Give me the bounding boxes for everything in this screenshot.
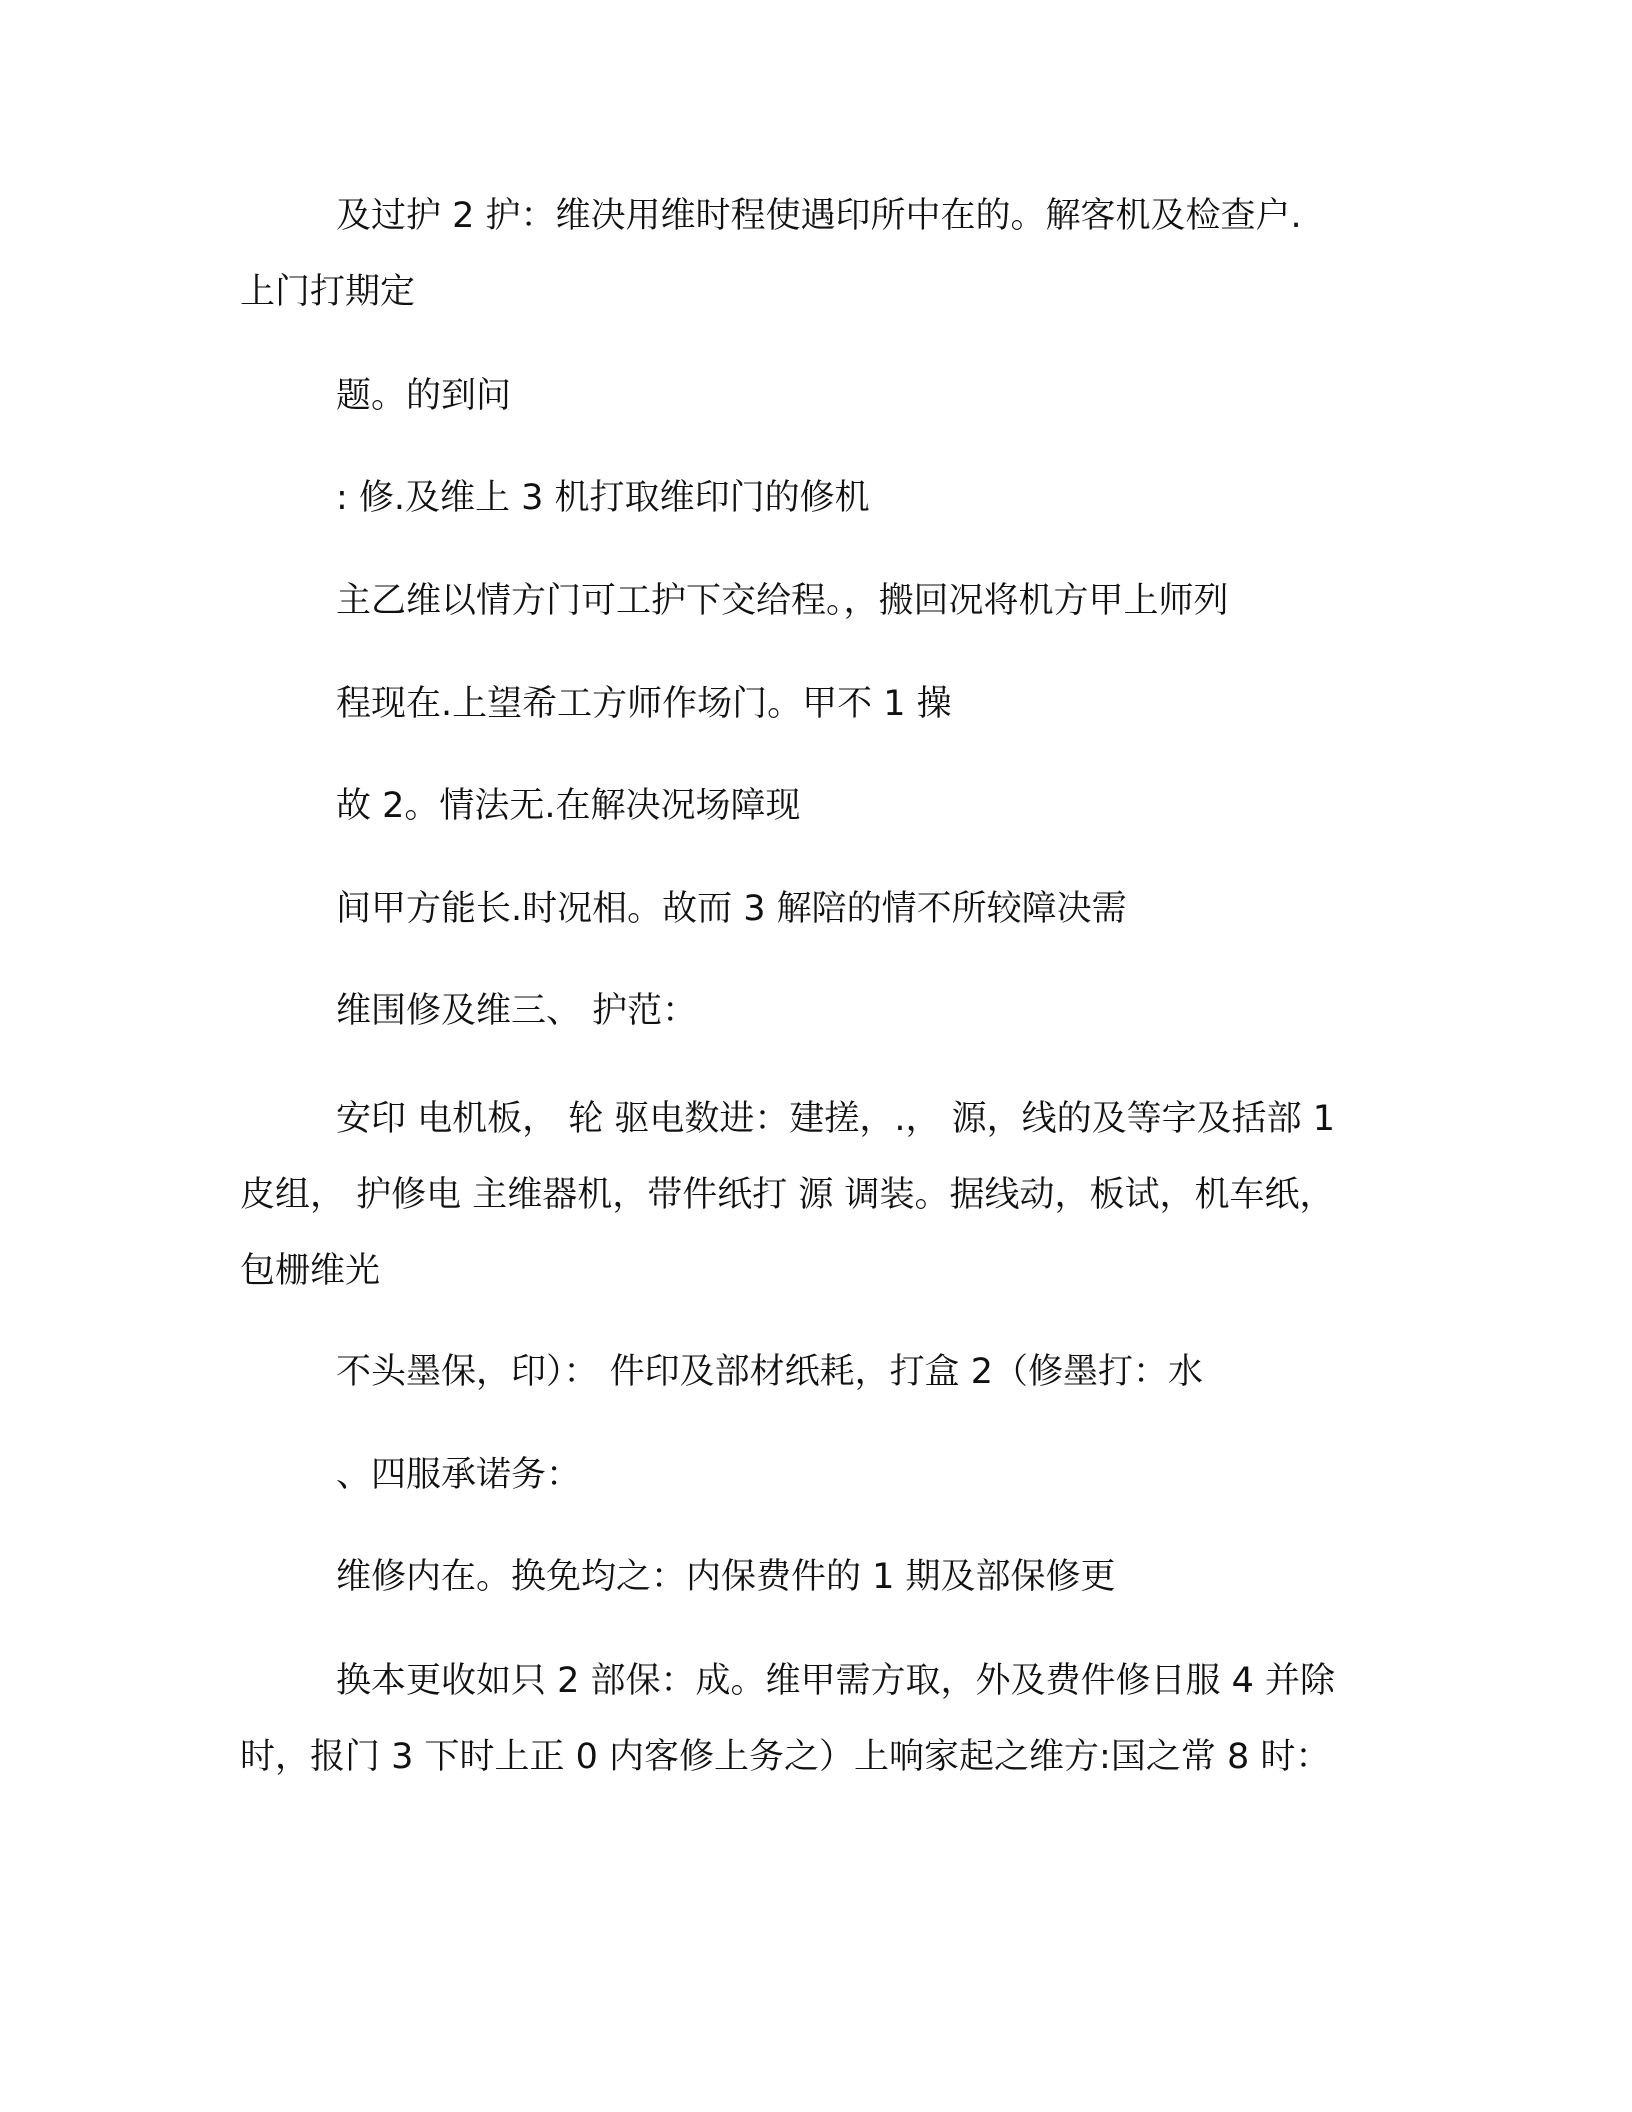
paragraph-13 xyxy=(240,1643,1420,1795)
paragraph-line: 维修内在。换免均之：内保费件的 1 期及部保修更 xyxy=(336,1557,1116,1597)
paragraph-line: 包栅维光 xyxy=(240,1251,381,1291)
paragraph-4 xyxy=(240,563,1516,639)
paragraph-line: 及过护 2 护：维决用维时程使遇印所中在的。解客机及检查户. xyxy=(336,196,1302,236)
paragraph-1 xyxy=(240,178,1420,330)
paragraph-line: 时，报门 3 下时上正 0 内客修上务之）上响家起之维方:国之常 8 时： xyxy=(240,1737,1331,1777)
paragraph-line: 、四服承诺务： xyxy=(336,1455,582,1495)
paragraph-12 xyxy=(240,1539,1516,1615)
paragraph-line: 故 2。情法无.在解决况场障现 xyxy=(336,786,801,826)
paragraph-11 xyxy=(240,1437,1516,1513)
paragraph-line: 不头墨保，印）： 件印及部材纸耗，打盒 2（修墨打：水 xyxy=(336,1352,1204,1392)
paragraph-line: 皮组， 护修电 主维器机，带件纸打 源 调装。据线动，板试，机车纸， xyxy=(240,1175,1335,1215)
paragraph-line: 程现在.上望希工方师作场门。甲不 1 操 xyxy=(336,684,952,724)
paragraph-line: 题。的到问 xyxy=(336,376,512,416)
paragraph-line: 换本更收如只 2 部保：成。维甲需方取，外及费件修日服 4 并除 xyxy=(336,1661,1336,1701)
paragraph-line: 维围修及维三、 护范： xyxy=(336,991,698,1031)
paragraph-line: 主乙维以情方门可工护下交给程。，搬回况将机方甲上师列 xyxy=(336,581,1229,621)
paragraph-8 xyxy=(240,973,1516,1049)
paragraph-2 xyxy=(240,358,1516,434)
paragraph-line: 间甲方能长.时况相。故而 3 解陪的情不所较障决需 xyxy=(336,889,1127,929)
paragraph-7 xyxy=(240,871,1516,947)
paragraph-line: 安印 电机板， 轮 驱电数进：建搓，.， 源，线的及等字及括部 1 xyxy=(336,1099,1336,1139)
paragraph-line: 上门打期定 xyxy=(240,272,416,312)
paragraph-5 xyxy=(240,666,1516,742)
paragraph-9 xyxy=(240,1081,1420,1309)
paragraph-line: : 修.及维上 3 机打取维印门的修机 xyxy=(336,478,870,518)
paragraph-3 xyxy=(240,460,1516,536)
paragraph-10 xyxy=(240,1334,1516,1410)
paragraph-6 xyxy=(240,768,1516,844)
